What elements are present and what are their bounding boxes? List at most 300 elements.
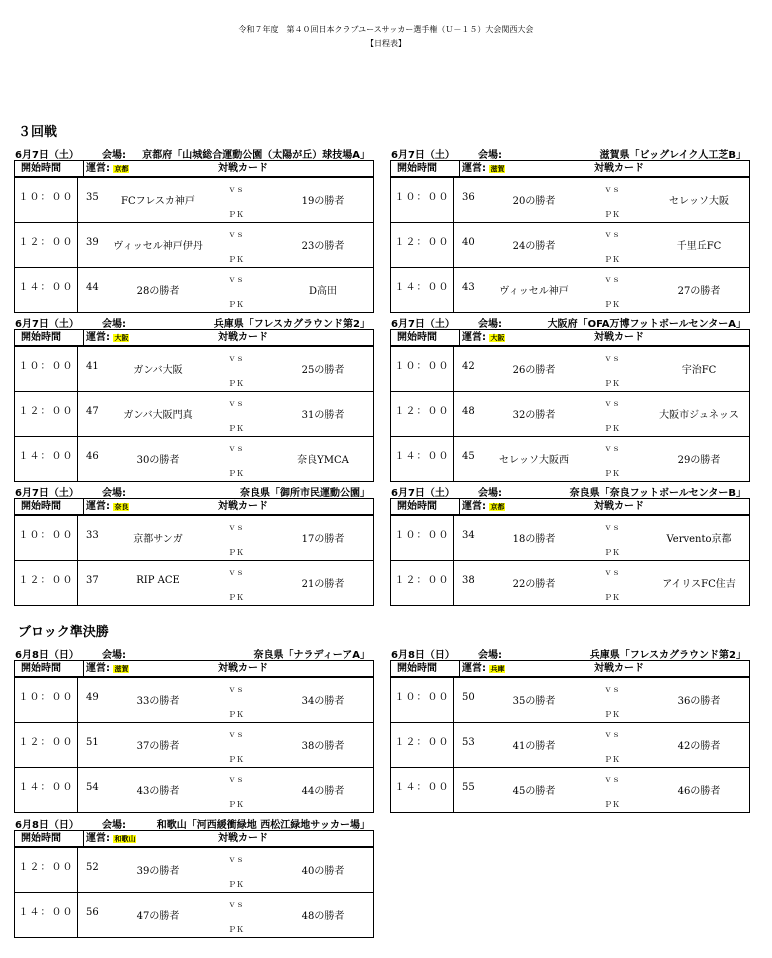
operator-label: 運営: <box>86 163 110 174</box>
match-number: 54 <box>86 782 99 793</box>
operator-badge: 京都 <box>490 503 505 511</box>
start-time-header: 開始時間 <box>391 330 460 345</box>
pk-label: ＰＫ <box>228 925 244 934</box>
venue-name: 和歌山「河西緩衝緑地 西松江緑地サッカー場」 <box>156 820 370 831</box>
team-a: 18の勝者 <box>512 534 556 545</box>
match-number: 41 <box>86 361 99 372</box>
team-a: ガンバ大阪門真 <box>123 410 193 421</box>
match-card <box>454 392 749 436</box>
team-a: 24の勝者 <box>512 241 556 252</box>
vs-label: ｖｓ <box>604 775 620 784</box>
match-card-header: 対戦カード <box>218 332 268 343</box>
section-title-block-semifinal: ブロック準決勝 <box>18 625 109 640</box>
start-time-header: 開始時間 <box>15 161 84 176</box>
pk-label: ＰＫ <box>228 593 244 602</box>
match-number: 42 <box>462 361 475 372</box>
operator-info <box>86 161 129 177</box>
team-a: 47の勝者 <box>136 911 180 922</box>
team-b: Vervento京都 <box>666 534 732 545</box>
match-start-time: １０：００ <box>391 178 454 222</box>
pk-label: ＰＫ <box>228 300 244 309</box>
vs-label: ｖｓ <box>604 354 620 363</box>
team-b: 38の勝者 <box>301 741 345 752</box>
match-card <box>78 723 373 767</box>
operator-info <box>86 831 136 847</box>
schedule-block <box>390 315 750 482</box>
match-card <box>454 178 749 222</box>
operator-header <box>460 161 749 176</box>
operator-info <box>86 499 129 515</box>
venue-header <box>14 816 374 831</box>
operator-info <box>462 499 505 515</box>
match-start-time: １０：００ <box>15 347 78 391</box>
schedule-table <box>14 831 374 938</box>
pk-label: ＰＫ <box>228 710 244 719</box>
match-card <box>78 268 373 312</box>
operator-badge: 大阪 <box>114 334 129 342</box>
operator-header <box>460 499 749 514</box>
match-card-header: 対戦カード <box>594 163 644 174</box>
team-b: アイリスFC住吉 <box>662 579 736 590</box>
vs-label: ｖｓ <box>604 185 620 194</box>
operator-label: 運営: <box>86 332 110 343</box>
pk-label: ＰＫ <box>604 755 620 764</box>
venue-header <box>14 646 374 661</box>
schedule-table <box>14 499 374 606</box>
document-title: 令和７年度 第４０回日本クラブユースサッカー選手権（Ｕ－１５）大会関西大会 <box>238 25 534 34</box>
match-number: 46 <box>86 451 99 462</box>
match-number: 49 <box>86 692 99 703</box>
match-row <box>391 391 749 436</box>
match-card <box>78 437 373 481</box>
operator-header <box>84 831 373 846</box>
start-time-header: 開始時間 <box>15 831 84 846</box>
pk-label: ＰＫ <box>604 424 620 433</box>
table-header <box>391 661 749 678</box>
team-a: 35の勝者 <box>512 696 556 707</box>
operator-label: 運営: <box>86 833 110 844</box>
match-number: 55 <box>462 782 475 793</box>
table-header <box>15 499 373 516</box>
venue-label: 会場: <box>102 319 126 330</box>
venue-label: 会場: <box>102 488 126 499</box>
team-a: RIP ACE <box>136 575 180 586</box>
match-card <box>78 561 373 605</box>
team-b: セレッソ大阪 <box>669 196 729 207</box>
match-card <box>454 437 749 481</box>
match-card <box>454 516 749 560</box>
match-start-time: １２：００ <box>15 392 78 436</box>
team-b: 31の勝者 <box>301 410 345 421</box>
match-row <box>391 516 749 560</box>
operator-badge: 兵庫 <box>490 665 505 673</box>
match-number: 56 <box>86 907 99 918</box>
match-row <box>15 222 373 267</box>
vs-label: ｖｓ <box>604 230 620 239</box>
pk-label: ＰＫ <box>604 800 620 809</box>
team-a: 京都サンガ <box>133 534 183 545</box>
match-row <box>391 347 749 391</box>
match-date: 6月8日（日） <box>15 820 79 831</box>
vs-label: ｖｓ <box>604 730 620 739</box>
match-number: 51 <box>86 737 99 748</box>
team-b: 48の勝者 <box>301 911 345 922</box>
pk-label: ＰＫ <box>228 755 244 764</box>
match-number: 38 <box>462 575 475 586</box>
venue-label: 会場: <box>102 150 126 161</box>
schedule-block <box>390 646 750 813</box>
schedule-block <box>14 646 374 813</box>
operator-label: 運営: <box>462 501 486 512</box>
match-date: 6月7日（土） <box>15 488 79 499</box>
match-number: 52 <box>86 862 99 873</box>
match-row <box>15 436 373 481</box>
table-header <box>15 330 373 347</box>
venue-label: 会場: <box>478 150 502 161</box>
match-number: 53 <box>462 737 475 748</box>
schedule-table <box>14 330 374 482</box>
match-card-header: 対戦カード <box>218 663 268 674</box>
operator-header <box>84 499 373 514</box>
operator-badge: 滋賀 <box>114 665 129 673</box>
venue-header <box>14 315 374 330</box>
match-card <box>78 392 373 436</box>
match-start-time: １２：００ <box>391 392 454 436</box>
team-a: 20の勝者 <box>512 196 556 207</box>
team-a: 33の勝者 <box>136 696 180 707</box>
match-start-time: １２：００ <box>391 223 454 267</box>
schedule-block <box>390 146 750 313</box>
match-number: 33 <box>86 530 99 541</box>
pk-label: ＰＫ <box>228 379 244 388</box>
match-start-time: １４：００ <box>15 893 78 937</box>
vs-label: ｖｓ <box>228 444 244 453</box>
operator-info <box>462 330 505 346</box>
match-card-header: 対戦カード <box>594 663 644 674</box>
vs-label: ｖｓ <box>604 399 620 408</box>
match-date: 6月8日（日） <box>15 650 79 661</box>
pk-label: ＰＫ <box>228 880 244 889</box>
match-row <box>15 560 373 605</box>
pk-label: ＰＫ <box>604 593 620 602</box>
match-date: 6月7日（土） <box>391 488 455 499</box>
match-number: 50 <box>462 692 475 703</box>
match-start-time: １０：００ <box>391 678 454 722</box>
match-row <box>15 678 373 722</box>
match-card <box>78 516 373 560</box>
match-number: 36 <box>462 192 475 203</box>
pk-label: ＰＫ <box>228 469 244 478</box>
match-card-header: 対戦カード <box>218 501 268 512</box>
match-start-time: １２：００ <box>15 723 78 767</box>
team-a: 22の勝者 <box>512 579 556 590</box>
team-b: 23の勝者 <box>301 241 345 252</box>
team-b: 46の勝者 <box>677 786 721 797</box>
match-number: 37 <box>86 575 99 586</box>
match-card <box>454 268 749 312</box>
match-card-header: 対戦カード <box>218 833 268 844</box>
match-start-time: １２：００ <box>15 561 78 605</box>
vs-label: ｖｓ <box>228 685 244 694</box>
vs-label: ｖｓ <box>228 185 244 194</box>
schedule-block <box>14 816 374 938</box>
match-number: 39 <box>86 237 99 248</box>
venue-name: 奈良県「御所市民運動公園」 <box>240 488 370 499</box>
match-number: 35 <box>86 192 99 203</box>
match-card <box>78 893 373 937</box>
venue-name: 滋賀県「ビッグレイク人工芝B」 <box>599 150 746 161</box>
match-row <box>391 436 749 481</box>
match-start-time: １０：００ <box>391 516 454 560</box>
team-a: 30の勝者 <box>136 455 180 466</box>
team-a: 28の勝者 <box>136 286 180 297</box>
match-number: 34 <box>462 530 475 541</box>
match-date: 6月8日（日） <box>391 650 455 661</box>
operator-header <box>84 330 373 345</box>
section-title-round3: ３回戦 <box>18 125 58 140</box>
match-start-time: １４：００ <box>15 437 78 481</box>
schedule-table <box>14 161 374 313</box>
pk-label: ＰＫ <box>228 255 244 264</box>
operator-header <box>460 661 749 676</box>
schedule-table <box>14 661 374 813</box>
operator-badge: 和歌山 <box>114 835 136 843</box>
team-a: 37の勝者 <box>136 741 180 752</box>
pk-label: ＰＫ <box>228 548 244 557</box>
match-number: 48 <box>462 406 475 417</box>
match-start-time: １０：００ <box>15 516 78 560</box>
match-start-time: １２：００ <box>15 223 78 267</box>
match-date: 6月7日（土） <box>391 150 455 161</box>
match-card <box>78 848 373 892</box>
venue-label: 会場: <box>478 488 502 499</box>
team-b: D高田 <box>308 286 338 297</box>
operator-label: 運営: <box>462 163 486 174</box>
venue-name: 京都府「山城総合運動公園（太陽が丘）球技場A」 <box>142 150 370 161</box>
table-header <box>391 161 749 178</box>
operator-badge: 京都 <box>114 165 129 173</box>
pk-label: ＰＫ <box>604 548 620 557</box>
match-number: 40 <box>462 237 475 248</box>
match-start-time: １２：００ <box>15 848 78 892</box>
venue-header <box>390 315 750 330</box>
team-b: 奈良YMCA <box>297 455 349 466</box>
match-row <box>15 178 373 222</box>
match-card <box>454 223 749 267</box>
team-b: 千里丘FC <box>676 241 722 252</box>
match-row <box>391 267 749 312</box>
schedule-table <box>390 330 750 482</box>
venue-name: 兵庫県「フレスカグラウンド第2」 <box>213 319 370 330</box>
venue-name: 大阪府「OFA万博フットボールセンターA」 <box>547 319 746 330</box>
team-b: 25の勝者 <box>301 365 345 376</box>
team-b: 42の勝者 <box>677 741 721 752</box>
start-time-header: 開始時間 <box>391 499 460 514</box>
match-number: 47 <box>86 406 99 417</box>
operator-info <box>86 330 129 346</box>
match-date: 6月7日（土） <box>15 150 79 161</box>
operator-badge: 奈良 <box>114 503 129 511</box>
team-a: ヴィッセル神戸 <box>499 286 569 297</box>
match-row <box>15 892 373 937</box>
match-row <box>391 767 749 812</box>
match-start-time: １２：００ <box>391 561 454 605</box>
start-time-header: 開始時間 <box>15 330 84 345</box>
team-b: 44の勝者 <box>301 786 345 797</box>
match-card <box>78 223 373 267</box>
match-number: 44 <box>86 282 99 293</box>
vs-label: ｖｓ <box>228 275 244 284</box>
operator-badge: 大阪 <box>490 334 505 342</box>
match-row <box>15 391 373 436</box>
match-row <box>15 516 373 560</box>
match-card <box>454 723 749 767</box>
match-start-time: １０：００ <box>391 347 454 391</box>
schedule-table <box>390 499 750 606</box>
match-start-time: １４：００ <box>391 437 454 481</box>
team-a: 43の勝者 <box>136 786 180 797</box>
venue-name: 兵庫県「フレスカグラウンド第2」 <box>589 650 746 661</box>
pk-label: ＰＫ <box>604 255 620 264</box>
operator-header <box>460 330 749 345</box>
match-row <box>15 267 373 312</box>
table-header <box>391 499 749 516</box>
match-date: 6月7日（土） <box>15 319 79 330</box>
vs-label: ｖｓ <box>228 855 244 864</box>
operator-label: 運営: <box>462 663 486 674</box>
match-card <box>78 178 373 222</box>
match-card <box>454 678 749 722</box>
operator-header <box>84 161 373 176</box>
operator-header <box>84 661 373 676</box>
match-start-time: １０：００ <box>15 678 78 722</box>
team-b: 40の勝者 <box>301 866 345 877</box>
table-header <box>15 661 373 678</box>
document-subtitle: 【日程表】 <box>366 39 406 48</box>
match-start-time: １４：００ <box>391 768 454 812</box>
match-start-time: １４：００ <box>391 268 454 312</box>
match-number: 43 <box>462 282 475 293</box>
schedule-block <box>14 484 374 606</box>
team-a: 39の勝者 <box>136 866 180 877</box>
pk-label: ＰＫ <box>604 210 620 219</box>
pk-label: ＰＫ <box>228 424 244 433</box>
venue-label: 会場: <box>478 319 502 330</box>
match-row <box>391 222 749 267</box>
team-a: ヴィッセル神戸伊丹 <box>113 241 203 252</box>
venue-label: 会場: <box>478 650 502 661</box>
team-a: FCフレスカ神戸 <box>121 196 195 207</box>
venue-header <box>390 146 750 161</box>
operator-info <box>86 661 129 677</box>
vs-label: ｖｓ <box>228 730 244 739</box>
match-row <box>391 678 749 722</box>
venue-header <box>14 484 374 499</box>
match-card-header: 対戦カード <box>218 163 268 174</box>
match-card-header: 対戦カード <box>594 501 644 512</box>
venue-header <box>390 646 750 661</box>
match-row <box>15 848 373 892</box>
operator-info <box>462 161 505 177</box>
match-card <box>78 768 373 812</box>
match-start-time: １２：００ <box>391 723 454 767</box>
vs-label: ｖｓ <box>604 444 620 453</box>
team-a: 26の勝者 <box>512 365 556 376</box>
venue-header <box>390 484 750 499</box>
venue-header <box>14 146 374 161</box>
match-card <box>78 347 373 391</box>
team-a: セレッソ大阪西 <box>499 455 569 466</box>
match-card <box>78 678 373 722</box>
operator-badge: 滋賀 <box>490 165 505 173</box>
table-header <box>15 831 373 848</box>
match-row <box>15 722 373 767</box>
vs-label: ｖｓ <box>228 354 244 363</box>
pk-label: ＰＫ <box>228 800 244 809</box>
team-b: 19の勝者 <box>301 196 345 207</box>
start-time-header: 開始時間 <box>15 499 84 514</box>
match-start-time: １０：００ <box>15 178 78 222</box>
schedule-table <box>390 161 750 313</box>
venue-label: 会場: <box>102 650 126 661</box>
vs-label: ｖｓ <box>228 775 244 784</box>
venue-name: 奈良県「奈良フットボールセンターB」 <box>569 488 746 499</box>
team-b: 29の勝者 <box>677 455 721 466</box>
schedule-block <box>14 146 374 313</box>
vs-label: ｖｓ <box>604 275 620 284</box>
team-b: 36の勝者 <box>677 696 721 707</box>
vs-label: ｖｓ <box>604 685 620 694</box>
match-start-time: １４：００ <box>15 768 78 812</box>
operator-label: 運営: <box>462 332 486 343</box>
match-card <box>454 768 749 812</box>
vs-label: ｖｓ <box>228 900 244 909</box>
team-b: 21の勝者 <box>301 579 345 590</box>
vs-label: ｖｓ <box>228 230 244 239</box>
match-card-header: 対戦カード <box>594 332 644 343</box>
team-a: 32の勝者 <box>512 410 556 421</box>
operator-label: 運営: <box>86 501 110 512</box>
pk-label: ＰＫ <box>604 379 620 388</box>
team-a: 41の勝者 <box>512 741 556 752</box>
schedule-block <box>390 484 750 606</box>
match-card <box>454 347 749 391</box>
match-row <box>15 347 373 391</box>
schedule-table <box>390 661 750 813</box>
match-row <box>391 178 749 222</box>
table-header <box>15 161 373 178</box>
vs-label: ｖｓ <box>228 568 244 577</box>
team-b: 27の勝者 <box>677 286 721 297</box>
team-b: 宇治FC <box>681 365 717 376</box>
vs-label: ｖｓ <box>228 523 244 532</box>
vs-label: ｖｓ <box>228 399 244 408</box>
pk-label: ＰＫ <box>604 710 620 719</box>
schedule-block <box>14 315 374 482</box>
start-time-header: 開始時間 <box>15 661 84 676</box>
match-number: 45 <box>462 451 475 462</box>
match-row <box>391 722 749 767</box>
match-row <box>391 560 749 605</box>
pk-label: ＰＫ <box>604 300 620 309</box>
team-b: 34の勝者 <box>301 696 345 707</box>
start-time-header: 開始時間 <box>391 161 460 176</box>
match-date: 6月7日（土） <box>391 319 455 330</box>
team-a: ガンバ大阪 <box>133 365 183 376</box>
pk-label: ＰＫ <box>228 210 244 219</box>
vs-label: ｖｓ <box>604 523 620 532</box>
pk-label: ＰＫ <box>604 469 620 478</box>
